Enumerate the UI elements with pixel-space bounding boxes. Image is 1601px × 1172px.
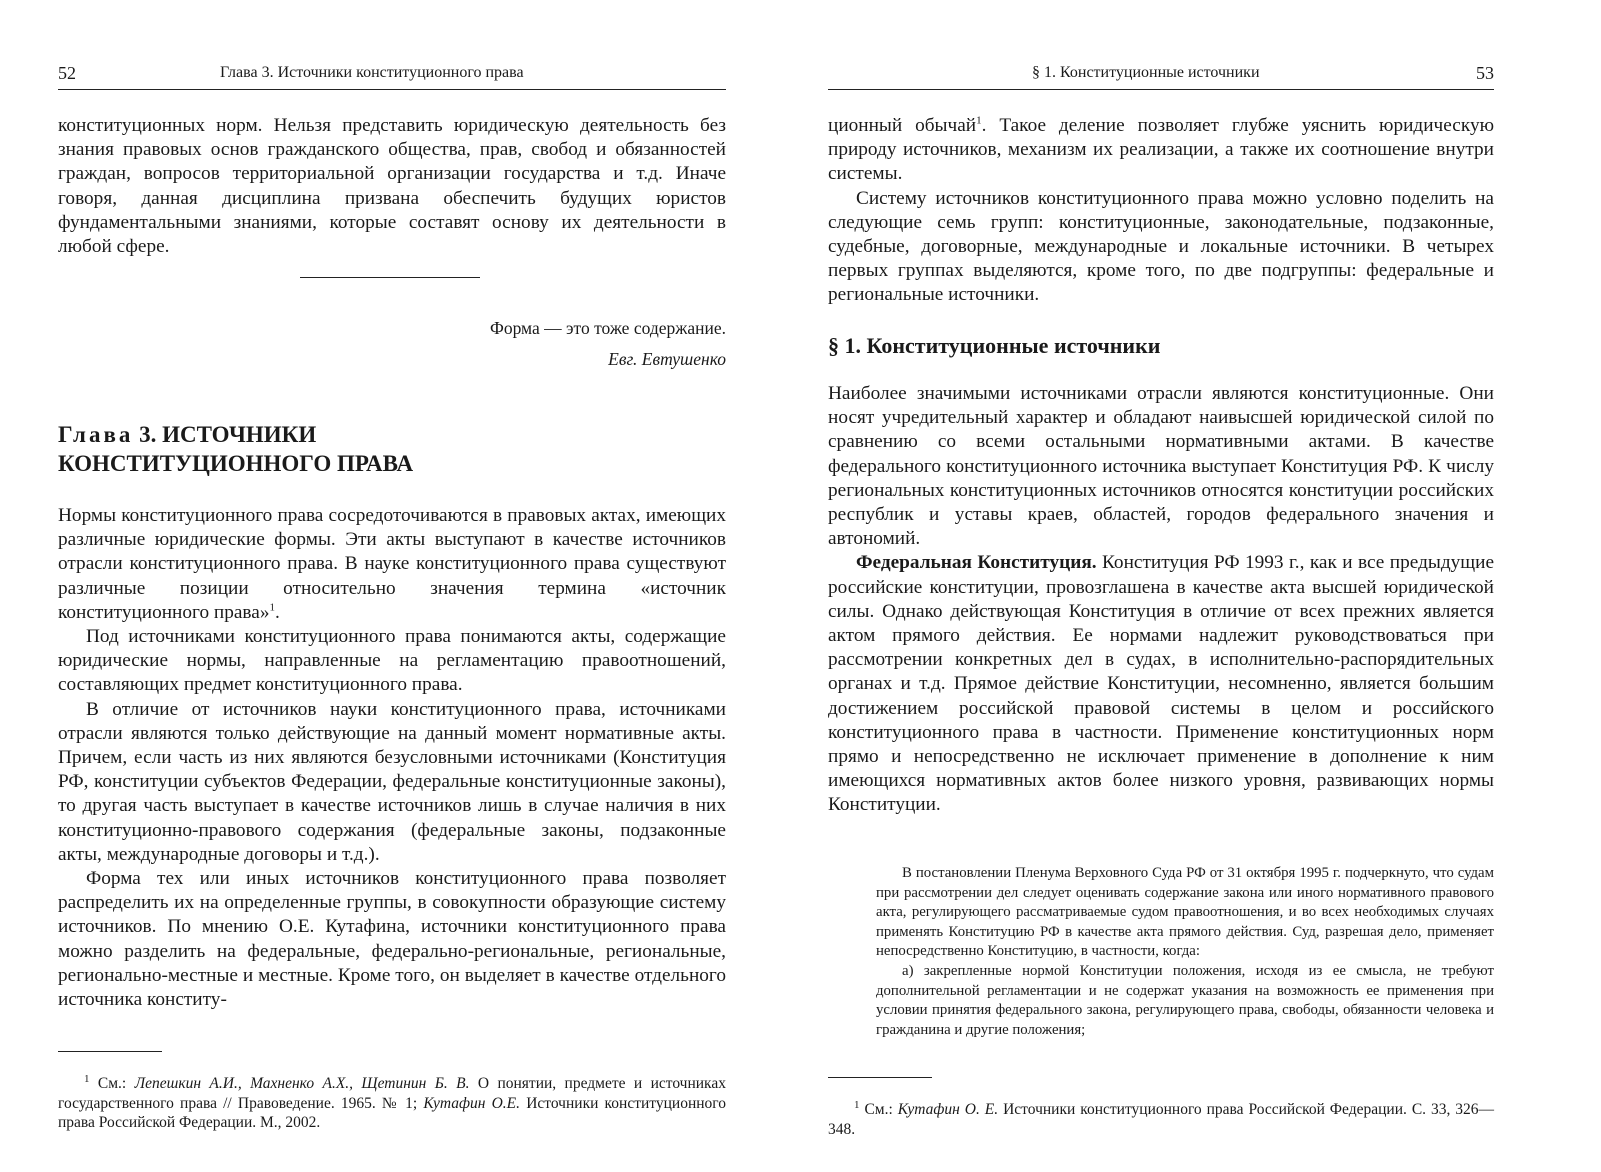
body-paragraph: Наиболее значимыми источниками отрасли являются конституционные. Они носят учредительный характер и обладают наивысшей юридической силой по сравнению со всеми остальными нормативными актами. В качестве федерального конституционного источника выступает Конституция РФ. К числу региональных конституционных источников относятся конституции российских республик и уставы краев, областей, городов федерального значения и автономий. [828, 383, 1494, 550]
footnote-number: 1 [84, 1072, 90, 1085]
section-divider [300, 277, 480, 278]
header-rule [58, 89, 726, 90]
footnote-rule [828, 1077, 932, 1078]
right-page [828, 0, 1494, 1172]
section-body [828, 382, 1494, 818]
left-page [58, 0, 726, 1172]
intro-text [58, 114, 726, 259]
chapter-body [58, 504, 726, 1012]
chapter-heading [58, 420, 413, 478]
footnote: $^1$ См.: Лепешкин А.И., Махненко А.Х., Щетинин Б. В. О понятии, предмете и источниках государственного права // Правоведение. 1965. № 1; Кутафин О.Е. Источники конституционного права Российской Федерации. М., 2002. [58, 1072, 727, 1131]
body-paragraph: Систему источников конституционного права можно условно поделить на следующие семь групп: конституционные, законодательные, подзаконные, судебные, договорные, международные и локальные источники. В четырех первых группах выделяются, кроме того, по две подгруппы: федеральные и региональные источники. [828, 187, 1494, 306]
extract-paragraph: В постановлении Пленума Верховного Суда РФ от 31 октября 1995 г. подчеркнуто, что судам при рассмотрении дел следует оценивать содержание закона или иного нормативного правового акта, регулирующего рассматриваемые судом правоотношения, и во всех необходимых случаях применять Конституцию РФ в качестве акта прямого действия. Суд, разрешая дело, применяет непосредственно Конституцию, в частности, когда: [876, 865, 1494, 960]
footnote-marker: 1 [976, 114, 982, 127]
footnote-rule [58, 1051, 162, 1052]
chapter-number-title: 3. ИСТОЧНИКИ [139, 422, 317, 447]
right-page-header [828, 62, 1494, 84]
page-number: 53 [1476, 63, 1494, 83]
chapter-title-line2: КОНСТИТУЦИОННОГО ПРАВА [58, 451, 414, 476]
section-heading: § 1. Конституционные источники [828, 333, 1161, 358]
body-paragraph: Форма тех или иных источников конституционного права позволяет распределить их на определенные группы, в совокупности образующие систему источников. По мнению О.Е. Кутафина, источники конституционного права можно разделить на федеральные, федерально-региональные, региональные, регионально-местные и местные. Кроме того, он выделяет в качестве отдельного источника конститу- [58, 868, 726, 1011]
extract-paragraph: а) закрепленные нормой Конституции положения, исходя из ее смысла, не требуют дополнительной регламентации и не содержат указания на возможность ее применения при условии принятия федерального закона, регулирующего права, свободы, обязанности человека и гражданина и другие положения; [876, 962, 1494, 1038]
continuation-text [828, 114, 1494, 308]
court-extract [876, 864, 1494, 1040]
body-paragraph: ционный обычай$^1$. Такое деление позволяет глубже уяснить юридическую природу источников, механизм их реализации, а также их соотношение внутри системы. [828, 114, 1494, 185]
body-paragraph: В отличие от источников науки конституционного права, источниками отрасли являются только действующие на данный момент нормативные акты. Причем, если часть из них являются безусловными источниками (Конституция РФ, конституции субъектов Федерации, федеральные конституционные законы), то другая часть выступает в качестве источников лишь в случае наличия в них конституционно-правового содержания (федеральные законы, подзаконные акты, международные договоры и т.д.). [58, 698, 726, 865]
running-head: Глава 3. Источники конституционного права [220, 64, 524, 81]
run-in-heading: Федеральная Конституция. [856, 552, 1097, 574]
epigraph-author: Евг. Евтушенко [608, 349, 726, 369]
chapter-label: Глава [58, 422, 134, 447]
running-head: § 1. Конституционные источники [1032, 64, 1260, 81]
page-number: 52 [58, 63, 76, 83]
epigraph [490, 313, 726, 375]
footnote-number: 1 [854, 1098, 860, 1111]
body-paragraph: Нормы конституционного права сосредоточиваются в правовых актах, имеющих различные юридические формы. Эти акты выступают в качестве источников отрасли конституционного права. В науке конституционного права существуют различные позиции относительно значения термина «источник конституционного права»$^1$. [58, 505, 726, 623]
footnote: $^1$ См.: Кутафин О. Е. Источники конституционного права Российской Федерации. С. 33, 326—348. [828, 1098, 1495, 1138]
body-paragraph: Федеральная Конституция. Конституция РФ 1993 г., как и все предыдущие российские конституции, провозглашена в качестве акта высшей юридической силы. Однако действующая Конституция в отличие от всех прежних является актом прямого действия. Ее нормами надлежит руководствоваться при рассмотрении конкретных дел в судах, в исполнительно-распорядительных органах и т.д. Прямое действие Конституции, несомненно, является большим достижением российской правовой системы в целом и российского конституционного права в частности. Применение конституционных норм прямо и непосредственно не исключает применение в дополнение к ним имеющихся нормативных актов более низкого уровня, развивающих нормы Конституции. [828, 552, 1495, 816]
body-paragraph: Под источниками конституционного права понимаются акты, содержащие юридические нормы, направленные на регламентацию правоотношений, составляющих предмет конституционного права. [58, 626, 726, 696]
left-page-header [58, 62, 726, 84]
epigraph-text: Форма — это тоже содержание. [490, 318, 726, 338]
intro-paragraph: конституционных норм. Нельзя представить юридическую деятельность без знания правовых основ гражданского общества, прав, свобод и обязанностей граждан, вопросов территориальной организации государства и т.д. Иначе говоря, данная дисциплина призвана обеспечить будущих юристов фундаментальными знаниями, которые составят основу их деятельности в любой сфере. [58, 115, 726, 258]
footnote-marker: 1 [269, 601, 275, 614]
header-rule [828, 89, 1494, 90]
